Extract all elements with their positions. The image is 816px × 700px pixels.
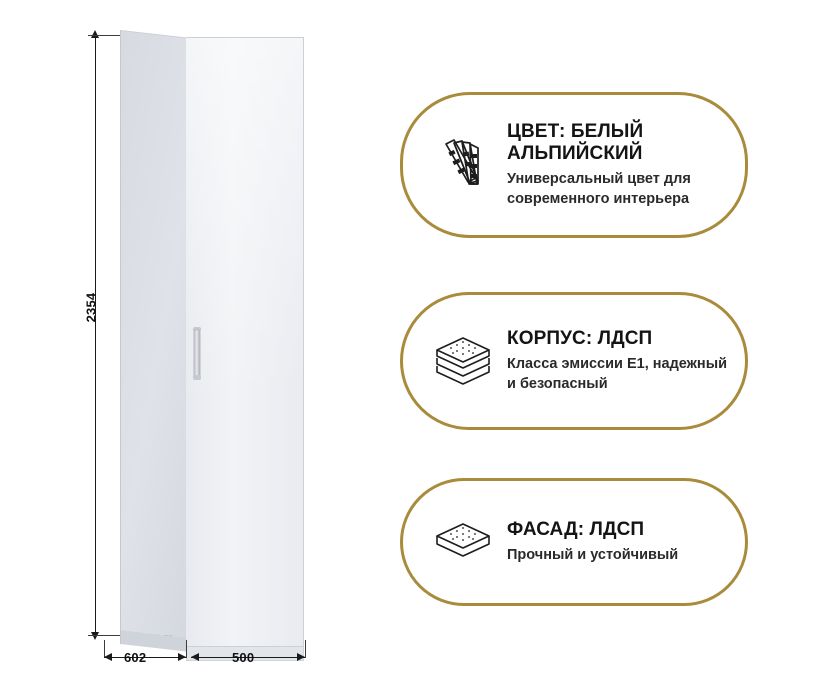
height-label: 2354	[83, 292, 99, 323]
feature-card-facade	[400, 478, 748, 606]
feature-card-carcass-text	[505, 328, 727, 393]
feature-title: КОРПУС: ЛДСП	[507, 328, 653, 350]
feature-subtitle: Класса эмиссии Е1, надежный и безопасный	[507, 356, 727, 392]
cabinet-side-panel	[120, 30, 186, 638]
feature-card-carcass	[400, 292, 748, 430]
feature-subtitle: Универсальный цвет для современного интерьера	[507, 171, 691, 207]
height-arrow-bottom-icon	[91, 632, 99, 640]
width-label: 500	[232, 650, 255, 665]
width-arrow-right-icon	[297, 653, 305, 661]
feature-card-facade-text	[505, 519, 727, 565]
width-guide-right	[305, 640, 306, 658]
panel-single-icon	[421, 493, 505, 591]
depth-label: 602	[124, 650, 147, 665]
feature-title: ФАСАД: ЛДСП	[507, 518, 645, 540]
feature-title: ЦВЕТ: БЕЛЫЙ АЛЬПИЙСКИЙ	[507, 121, 644, 165]
cabinet-body	[120, 30, 305, 643]
depth-guide-right	[186, 640, 187, 658]
height-arrow-top-icon	[91, 30, 99, 38]
handle-cap-bottom	[193, 375, 201, 380]
feature-card-color	[400, 92, 748, 238]
cabinet-door-front	[186, 37, 304, 647]
door-highlight	[186, 38, 303, 646]
width-arrow-left-icon	[191, 653, 199, 661]
door-handle-icon	[194, 330, 200, 378]
height-dimension-line	[95, 35, 96, 635]
panel-layers-icon	[421, 307, 505, 415]
depth-arrow-right-icon	[178, 653, 186, 661]
color-swatch-fan-icon	[421, 107, 505, 223]
product-drawing	[0, 0, 370, 700]
feature-subtitle: Прочный и устойчивый	[507, 546, 679, 563]
feature-card-color-text	[505, 121, 727, 208]
depth-arrow-left-icon	[104, 653, 112, 661]
feature-card-list	[395, 0, 816, 700]
